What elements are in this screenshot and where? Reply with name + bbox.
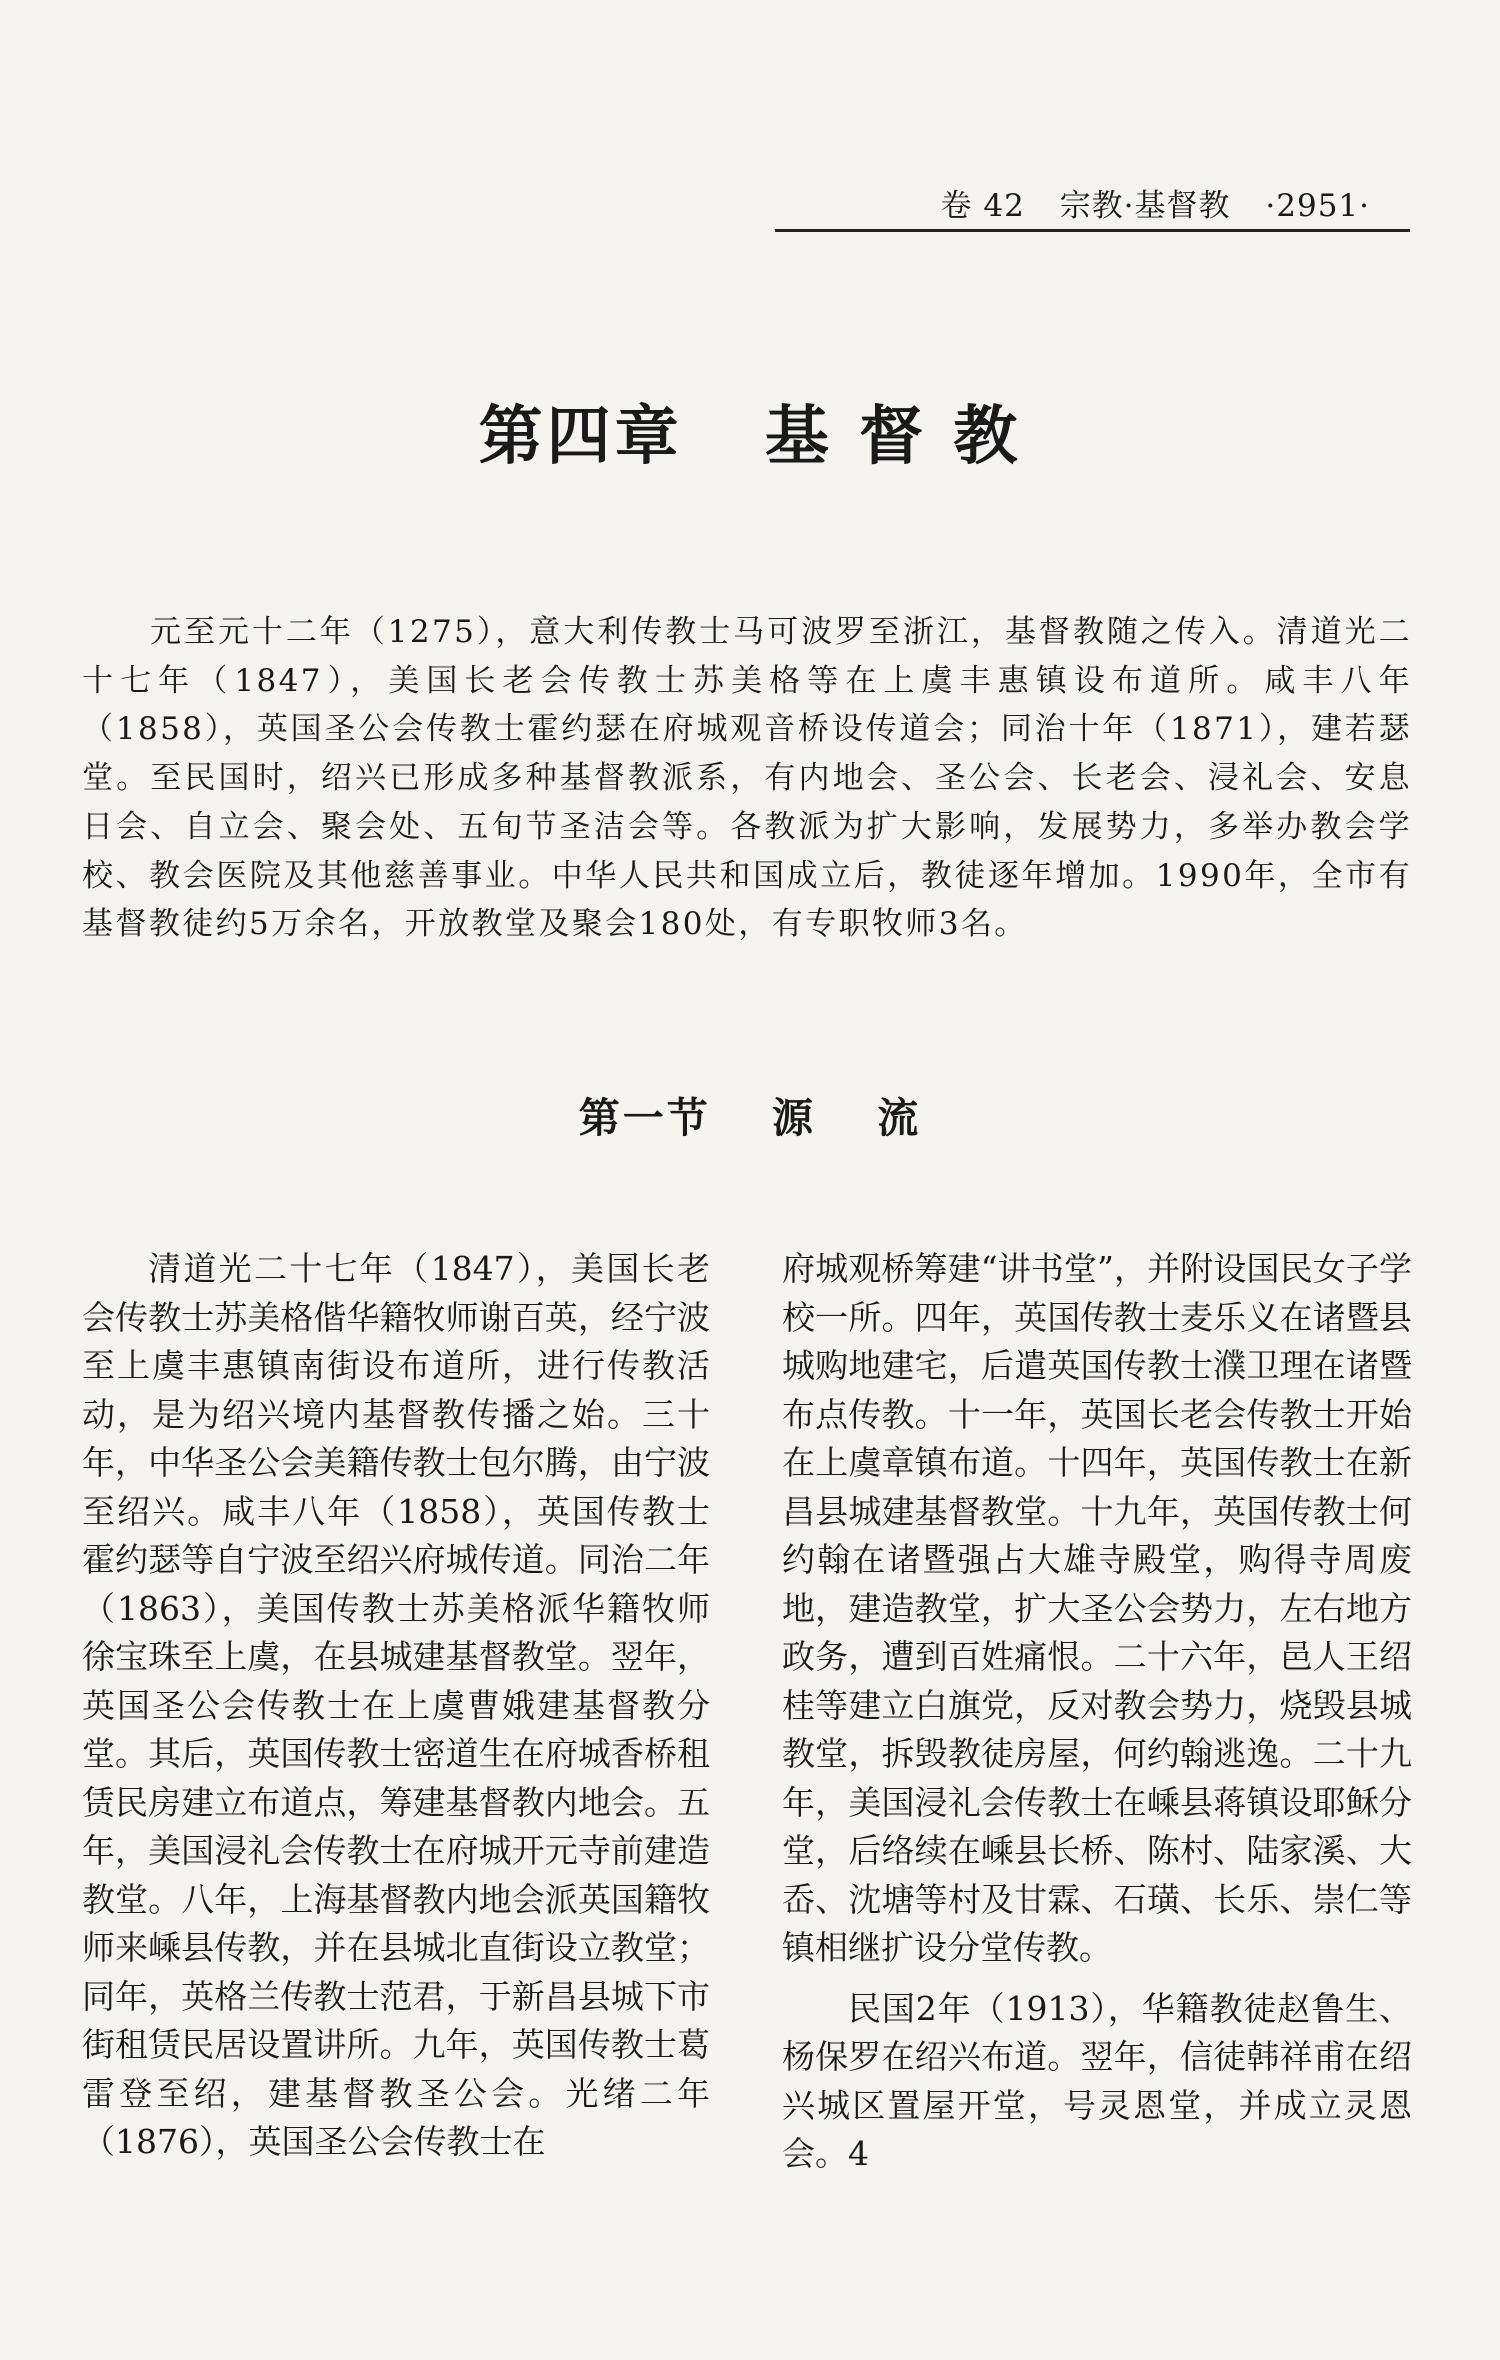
chapter-title xyxy=(0,385,1500,477)
body-paragraph-continued: 府城观桥筹建“讲书堂”，并附设国民女子学校一所。四年，英国传教士麦乐义在诸暨县城购地建宅，后遣英国传教士濮卫理在诸暨布点传教。十一年，英国长老会传教士开始在上虞章镇布道。十四年，英国传教士在新昌县城建基督教堂。十九年，英国传教士何约翰在诸暨强占大雄寺殿堂，购得寺周废地，建造教堂，扩大圣公会势力，左右地方政务，遭到百姓痛恨。二十六年，邑人王绍桂等建立白旗党，反对教会势力，烧毁县城教堂，拆毁教徒房屋，何约翰逃逸。二十九年，美国浸礼会传教士在嵊县蒋镇设耶稣分堂，后络续在嵊县长桥、陈村、陆家溪、大岙、沈塘等村及甘霖、石璜、长乐、崇仁等镇相继扩设分堂传教。 xyxy=(782,1249,1412,1967)
header-page-number: ·2951· xyxy=(1265,188,1370,224)
body-paragraph: 民国2年（1913），华籍教徒赵鲁生、杨保罗在绍兴布道。翌年，信徒韩祥甫在绍兴城区置屋开堂，号灵恩堂，并成立灵恩会。4 xyxy=(782,1988,1412,2173)
chapter-intro: 元至元十二年（1275），意大利传教士马可波罗至浙江，基督教随之传入。清道光二十七年（1847），美国长老会传教士苏美格等在上虞丰惠镇设布道所。咸丰八年（1858），英国圣公会传教士霍约瑟在府城观音桥设传道会；同治十年（1871），建若瑟堂。至民国时，绍兴已形成多种基督教派系，有内地会、圣公会、长老会、浸礼会、安息日会、自立会、聚会处、五旬节圣洁会等。各教派为扩大影响，发展势力，多举办教会学校、教会医院及其他慈善事业。中华人民共和国成立后，教徒逐年增加。1990年，全市有基督教徒约5万余名，开放教堂及聚会180处，有专职牧师3名。 xyxy=(82,614,1412,943)
chapter-name: 基 督 教 xyxy=(764,400,1022,474)
header-volume: 卷 42 xyxy=(940,188,1025,224)
body-column-right xyxy=(782,1245,1412,2191)
chapter-number: 第四章 xyxy=(478,400,683,474)
header-section: 宗教·基督教 xyxy=(1059,188,1231,224)
section-title-b: 流 xyxy=(877,1094,922,1142)
section-title-a: 源 xyxy=(772,1094,816,1142)
section-number: 第一节 xyxy=(578,1094,711,1142)
body-paragraph: 清道光二十七年（1847），美国长老会传教士苏美格偕华籍牧师谢百英，经宁波至上虞丰惠镇南街设布道所，进行传教活动，是为绍兴境内基督教传播之始。三十年，中华圣公会美籍传教士包尔腾，由宁波至绍兴。咸丰八年（1858），英国传教士霍约瑟等自宁波至绍兴府城传道。同治二年（1863），美国传教士苏美格派华籍牧师徐宝珠至上虞，在县城建基督教堂。翌年，英国圣公会传教士在上虞曹娥建基督教分堂。其后，英国传教士密道生在府城香桥租赁民房建立布道点，筹建基督教内地会。五年，美国浸礼会传教士在府城开元寺前建造教堂。八年，上海基督教内地会派英国籍牧师来嵊县传教，并在县城北直街设立教堂；同年，英格兰传教士范君，于新昌县城下市街租赁民居设置讲所。九年，英国传教士葛雷登至绍，建基督教圣公会。光绪二年（1876），英国圣公会传教士在 xyxy=(82,1249,710,2161)
section-title xyxy=(0,1085,1500,1144)
running-header xyxy=(775,180,1410,232)
body-column-left xyxy=(82,1245,710,2179)
